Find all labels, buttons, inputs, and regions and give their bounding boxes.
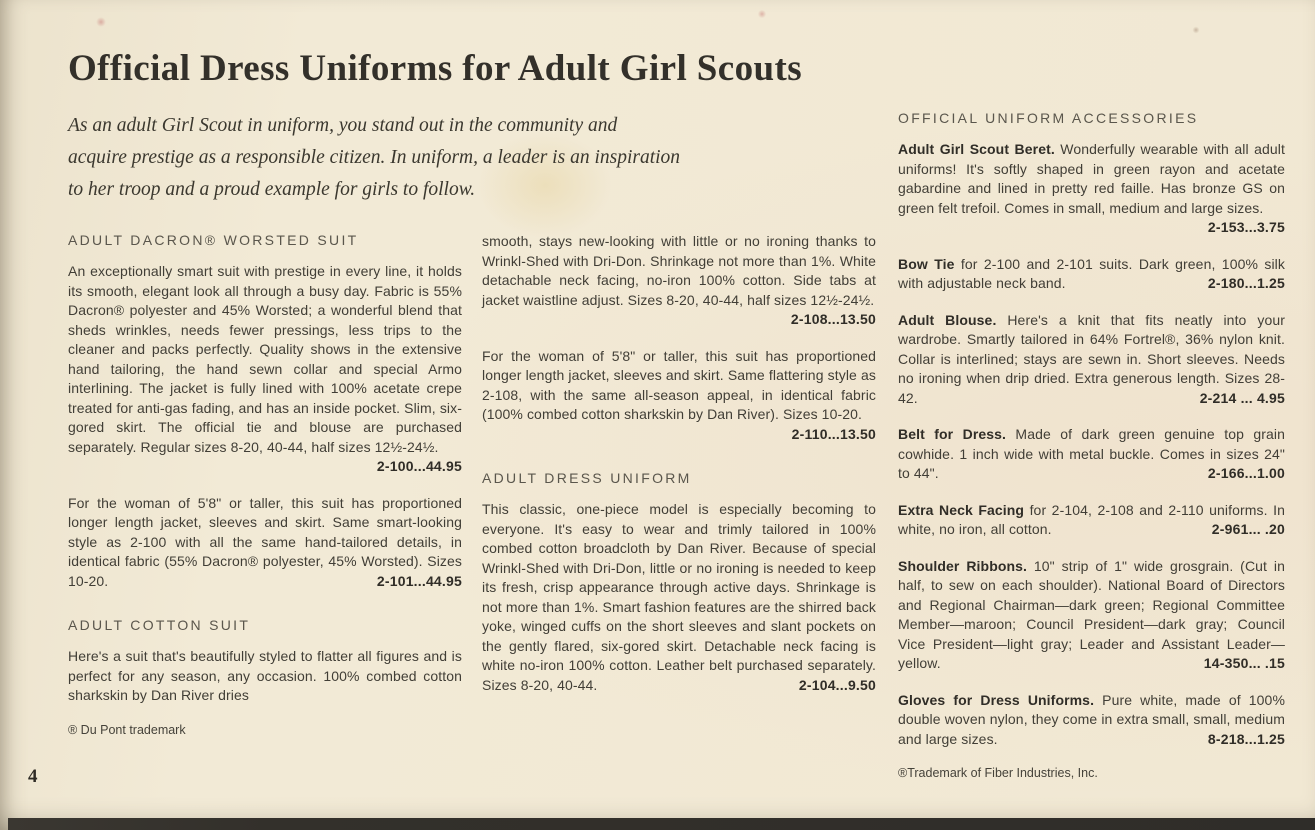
accessory-item-shoulder-ribbons	[898, 557, 1285, 674]
product-code: 2-104...9.50	[798, 676, 876, 693]
column-1	[68, 232, 462, 737]
item-text: Made of dark green genuine top grain cowhide. 1 inch wide with metal buckle. Comes in sizes 24" to 44".	[898, 426, 1285, 481]
intro-line: to her troop and a proud example for girls to follow.	[68, 179, 476, 200]
paragraph-text: An exceptionally smart suit with prestige in every line, it holds its smooth, elegant look all through a busy day. Fabric is 55% Dacron® polyester and 45% Worsted; a wonderful blend that sheds wrinkles, needs fewer pressings, less trips to the cleaner and packs perfectly. Quality shows in the extensive hand tailoring, the hand sewn collar and special Armo interlining. The jacket is fully lined with 100% acetate crepe treated for anti-gas fading, and has an inside pocket. Slim, six-gored skirt. The official tie and blouse are purchased separately. Regular sizes 8-20, 40-44, half sizes 12½-24½.	[68, 263, 462, 455]
column-2	[482, 232, 876, 737]
paragraph-text: Here's a suit that's beautifully styled to flatter all figures and is perfect for any season, any occasion. 100% combed cotton sharkskin by Dan River dries	[68, 648, 462, 703]
item-text: for 2-104, 2-108 and 2-110 uniforms. In white, no iron, all cotton.	[898, 501, 1285, 537]
paragraph-text: For the woman of 5'8" or taller, this suit has proportioned longer length jacket, sleeves and skirt. Same smart-looking style as 2-100 with all the same hand-tailored details, in identical fabric (55% Dacron® polyester, 45% Worsted). Sizes 10-20.	[68, 494, 462, 589]
product-code: 2-101...44.95	[376, 572, 462, 589]
product-code: 2-166...1.00	[1207, 465, 1285, 481]
paragraph-text: smooth, stays new-looking with little or no ironing thanks to Wrinkl-Shed with Dri-Don. Shrinkage not more than 1%. White detachable neck facing, no-iron 100% cotton. Side tabs at jacket waistline adjust. Sizes 8-20, 40-44, half sizes 12½-24½.	[482, 233, 876, 308]
page-number: 4	[28, 766, 38, 787]
paragraph-text: For the woman of 5'8" or taller, this suit has proportioned longer length jacket, sleeves and skirt. Same flattering style as 2-108, with the same all-season appeal, in identical fabric (100% combed cotton sharkskin by Dan River). Sizes 10-20.	[482, 347, 876, 422]
intro-line: As an adult Girl Scout in uniform, you stand out in the community and	[68, 115, 618, 136]
item-text: Here's a knit that fits neatly into your wardrobe. Smartly tailored in 64% Fortrel®, 36% nylon knit. Collar is interlined; stays are sewn in. Short sleeves. Needs no ironing when drip dried. Extra generous length. Sizes 28-42.	[898, 311, 1285, 406]
item-text: Pure white, made of 100% double woven nylon, they come in extra small, small, medium and large sizes.	[898, 691, 1285, 747]
item-text: Wonderfully wearable with all adult uniforms! It's softly shaped in green rayon and acetate gabardine and lined in pretty red faille. Has bronze GS on green felt trefoil. Comes in small, medium and large sizes.	[898, 141, 1285, 216]
item-text: for 2-100 and 2-101 suits. Dark green, 100% silk with adjustable neck band.	[898, 255, 1285, 291]
page-content	[68, 48, 1285, 780]
accessory-item-beret	[898, 140, 1285, 238]
product-code: 8-218...1.25	[1207, 730, 1285, 747]
paragraph	[482, 347, 876, 445]
two-column-area	[68, 232, 876, 737]
product-code: 2-214 ... 4.95	[1199, 389, 1285, 406]
item-name: Adult Girl Scout Beret.	[898, 141, 1055, 157]
product-code: 2-100...44.95	[376, 458, 462, 474]
section-heading-dress-uniform: ADULT DRESS UNIFORM	[482, 470, 692, 486]
product-code: 2-153...3.75	[1207, 219, 1285, 235]
item-text: 10" strip of 1" wide grosgrain. (Cut in half, to sew on each shoulder). National Board of Directors and Regional Chairman—dark green; Regional Committee Member—maroon; Council President—dark gray; Council Vice President—light gray; Leader and Assistant Leader—yellow.	[898, 557, 1285, 671]
accessory-item-gloves	[898, 691, 1285, 750]
intro-paragraph	[68, 110, 876, 206]
item-name: Belt for Dress.	[898, 426, 1007, 442]
item-name: Adult Blouse.	[898, 311, 997, 328]
product-code: 2-108...13.50	[790, 311, 876, 327]
section-heading-dacron-worsted-suit: ADULT DACRON® WORSTED SUIT	[68, 232, 359, 248]
product-code: 2-180...1.25	[1207, 275, 1285, 291]
intro-line: acquire prestige as a responsible citizen. In uniform, a leader is an inspiration	[68, 147, 681, 168]
footnote-fiber-industries: ®Trademark of Fiber Industries, Inc.	[898, 766, 1098, 780]
product-code: 2-961... .20	[1211, 521, 1285, 537]
item-name: Bow Tie	[898, 255, 955, 272]
accessory-item-blouse	[898, 311, 1285, 409]
paragraph-text: This classic, one-piece model is especially becoming to everyone. It's easy to wear and trimly tailored in 100% combed cotton broadcloth by Dan River. Because of special Wrinkl-Shed with Dri-Don, little or no ironing is needed to keep its fresh, crisp appearance through active days. Shrinkage is not more than 1%. Smart fashion features are the shirred back yoke, winged cuffs on the short sleeves and slant pockets on the gently flared, six-gored skirt. Detachable neck facing is white no-iron 100% cotton. Leather belt purchased separately. Sizes 8-20, 40-44.	[482, 501, 876, 693]
page-title: Official Dress Uniforms for Adult Girl Scouts	[68, 48, 802, 89]
paragraph	[68, 494, 462, 592]
product-code: 14-350... .15	[1203, 655, 1285, 671]
paragraph	[482, 232, 876, 330]
section-heading-cotton-suit: ADULT COTTON SUIT	[68, 617, 251, 633]
column-3-accessories	[898, 110, 1285, 780]
product-code: 2-110...13.50	[791, 425, 876, 442]
left-block	[68, 110, 876, 780]
accessory-item-belt	[898, 425, 1285, 484]
columns-wrap	[68, 110, 1285, 780]
item-name: Shoulder Ribbons.	[898, 557, 1028, 574]
item-name: Extra Neck Facing	[898, 501, 1025, 518]
accessories-heading: OFFICIAL UNIFORM ACCESSORIES	[898, 110, 1199, 126]
paragraph	[68, 647, 462, 706]
accessory-item-neck-facing	[898, 501, 1285, 540]
paragraph	[482, 500, 876, 695]
accessory-item-bow-tie	[898, 255, 1285, 294]
page-bottom-edge	[8, 818, 1315, 830]
footnote-dupont: ® Du Pont trademark	[68, 722, 186, 737]
paragraph	[68, 262, 462, 477]
item-name: Gloves for Dress Uniforms.	[898, 691, 1095, 708]
